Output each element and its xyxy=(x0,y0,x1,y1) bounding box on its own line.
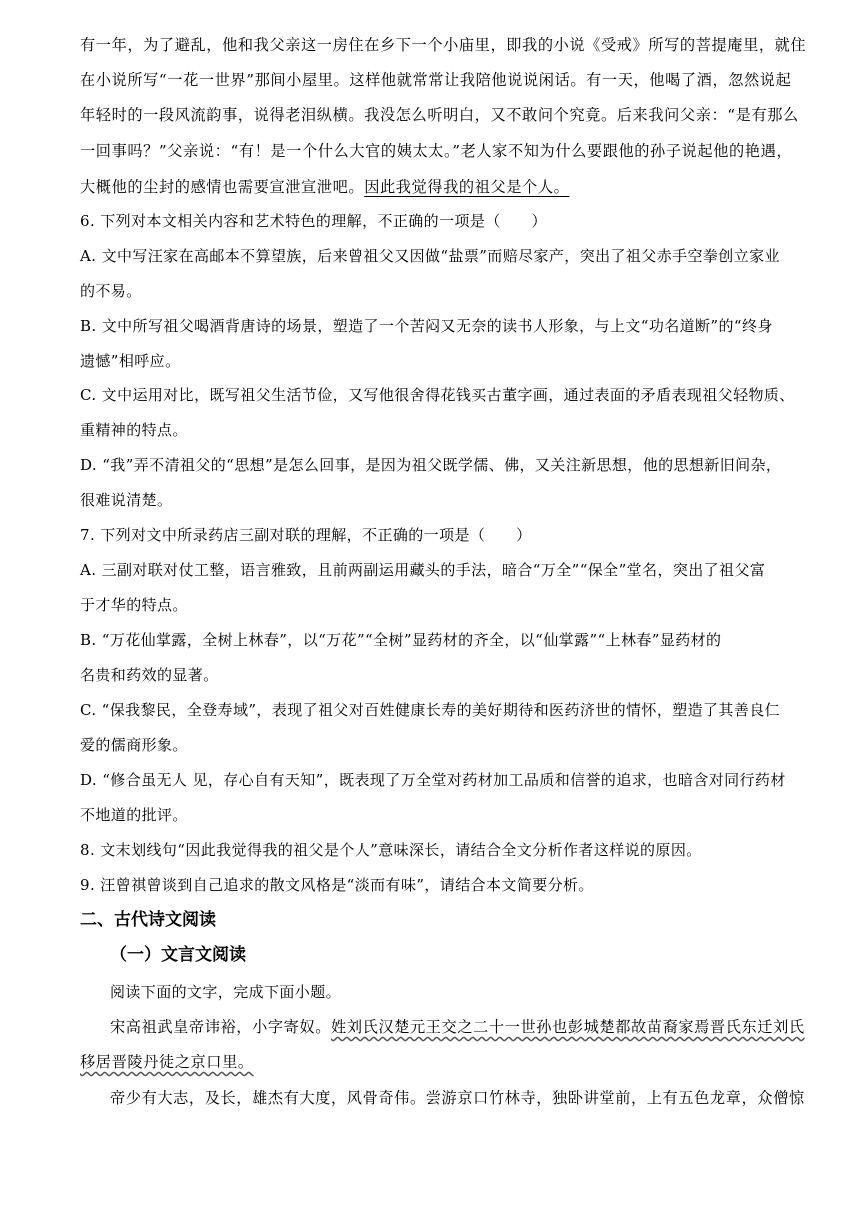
q6-stem: 6. 下列对本文相关内容和艺术特色的理解，不正确的一项是（ ） xyxy=(80,212,547,230)
q7-option-a-cont: 于才华的特点。 xyxy=(80,596,188,614)
q6-option-a: A. 文中写汪家在高邮本不算望族，后来曾祖父又因做“盐票”而赔尽家产，突出了祖父赤手空拳创立家业 xyxy=(80,247,780,265)
q7-option-c: C. “保我黎民，全登寿域”，表现了祖父对百姓健康长寿的美好期待和医药济世的情怀，塑造了其善良仁 xyxy=(80,701,781,719)
q8: 8. 文末划线句“因此我觉得我的祖父是个人”意味深长，请结合全文分析作者这样说的原因。 xyxy=(80,841,702,859)
q7-option-d-cont: 不地道的批评。 xyxy=(80,806,188,824)
classical-text-line-1 xyxy=(110,1017,805,1037)
passage-line-3: 年轻时的一段风流韵事，说得老泪纵横。我没怎么听明白，又不敢问个究竟。后来我问父亲：“是有那么 xyxy=(80,106,799,124)
passage-line-4: 一回事吗？”父亲说：“有！是一个什么大官的姨太太。”老人家不知为什么要跟他的孙子说起他的艳遇， xyxy=(80,142,793,160)
q7-stem: 7. 下列对文中所录药店三副对联的理解，不正确的一项是（ ） xyxy=(80,526,532,544)
section-2-heading: 二、古代诗文阅读 xyxy=(80,910,216,930)
q7-option-a: A. 三副对联对仗工整，语言雅致，且前两副运用藏头的手法，暗合“万全”“保全”堂名，突出了祖父富 xyxy=(80,561,766,579)
q7-option-d: D. “修合虽无人 见，存心自有天知”，既表现了万全堂对药材加工品质和信誉的追求，也暗含对同行药材 xyxy=(80,771,786,789)
wavy-underlined-sentence: 姓刘氏汉楚元王交之二十一世孙也彭城楚都故苗裔家焉晋氏东迁刘氏 xyxy=(331,1018,805,1036)
q7-option-b-cont: 名贵和药效的显著。 xyxy=(80,666,219,684)
passage-line-1: 有一年，为了避乱，他和我父亲这一房住在乡下一个小庙里，即我的小说《受戒》所写的菩提庵里，就住 xyxy=(80,36,807,54)
classical-text-line-3: 帝少有大志，及长，雄杰有大度，风骨奇伟。尝游京口竹林寺，独卧讲堂前，上有五色龙章，众僧惊 xyxy=(110,1089,805,1107)
q6-option-d: D. “我”弄不清祖父的“思想”是怎么回事，是因为祖父既学儒、佛，又关注新思想，他的思想新旧间杂， xyxy=(80,456,782,474)
q6-option-b: B. 文中所写祖父喝酒背唐诗的场景，塑造了一个苦闷又无奈的读书人形象，与上文“功名道断”的“终身 xyxy=(80,317,773,335)
q6-option-d-cont: 很难说清楚。 xyxy=(80,491,173,509)
q6-option-c-cont: 重精神的特点。 xyxy=(80,421,188,439)
passage-line-5 xyxy=(80,177,569,197)
q9: 9. 汪曾祺曾谈到自己追求的散文风格是“淡而有味”，请结合本文简要分析。 xyxy=(80,876,594,894)
q7-option-b: B. “万花仙掌露，全树上林春”，以“万花”“全树”显药材的齐全，以“仙掌露”“上林春”显药材的 xyxy=(80,631,722,649)
underlined-sentence: 因此我觉得我的祖父是个人。 xyxy=(364,178,570,196)
passage-line-5-text: 大概他的尘封的感情也需要宣泄宣泄吧。 xyxy=(80,178,365,196)
classical-text-line-2 xyxy=(80,1052,254,1072)
section-2-subheading: （一）文言文阅读 xyxy=(110,945,246,965)
reading-instruction: 阅读下面的文字，完成下面小题。 xyxy=(110,983,342,1001)
classical-text-line-1-start: 宋高祖武皇帝讳裕，小字寄奴。 xyxy=(110,1018,332,1036)
wavy-underlined-sentence-cont: 移居晋陵丹徒之京口里。 xyxy=(80,1053,254,1071)
q6-option-a-cont: 的不易。 xyxy=(80,282,142,300)
q6-option-c: C. 文中运用对比，既写祖父生活节俭，又写他很舍得花钱买古董字画，通过表面的矛盾表现祖父轻物质、 xyxy=(80,386,795,404)
q6-option-b-cont: 遗憾”相呼应。 xyxy=(80,352,181,370)
q7-option-c-cont: 爱的儒商形象。 xyxy=(80,736,188,754)
passage-line-2: 在小说所写“一花一世界”那间小屋里。这样他就常常让我陪他说说闲话。有一天，他喝了酒，忽然说起 xyxy=(80,71,792,89)
